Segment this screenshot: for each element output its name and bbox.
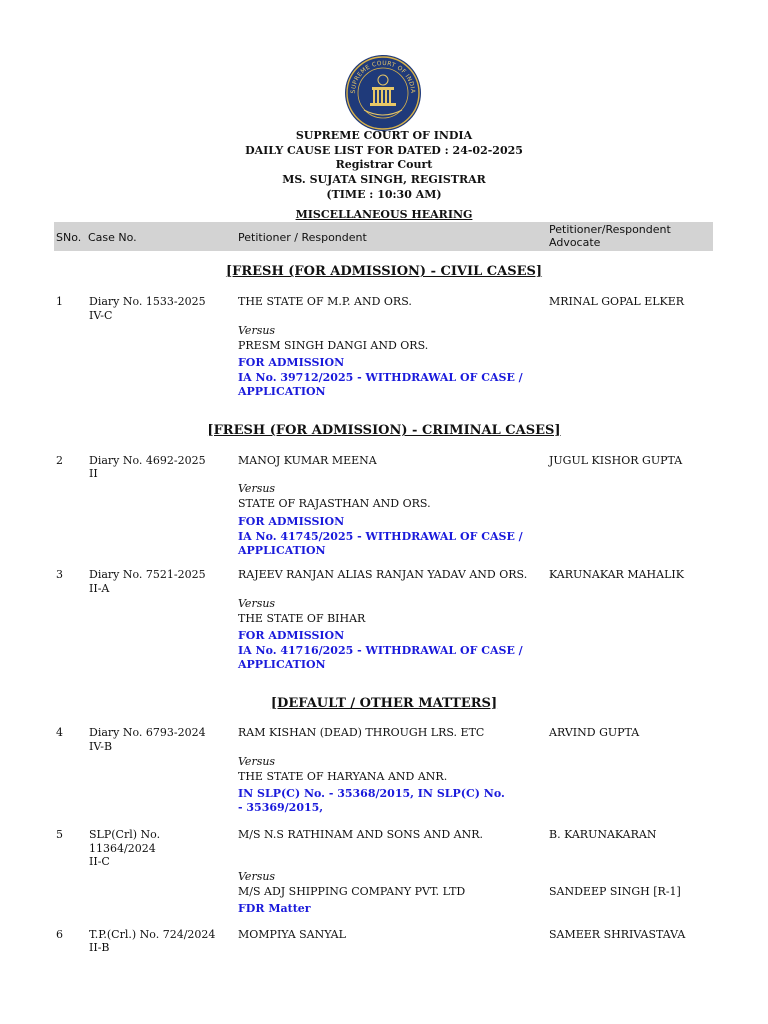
petitioner: RAJEEV RANJAN ALIAS RANJAN YADAV AND ORS. — [238, 568, 528, 581]
hearing-type: MISCELLANEOUS HEARING — [295, 208, 473, 221]
petitioner: THE STATE OF M.P. AND ORS. — [238, 295, 412, 308]
case-note: IN SLP(C) No. - 35368/2015, IN SLP(C) No. - 35369/2015, — [238, 787, 505, 814]
case-sno: 6 — [56, 928, 63, 941]
case-ia-note: IA No. 41745/2025 - WITHDRAWAL OF CASE / APPLICATION — [238, 530, 523, 557]
case-sno: 2 — [56, 454, 63, 467]
versus-label: Versus — [238, 870, 276, 883]
supreme-court-emblem — [344, 54, 422, 132]
case-note: FOR ADMISSION — [238, 629, 345, 642]
respondent: M/S ADJ SHIPPING COMPANY PVT. LTD — [238, 885, 466, 898]
registrar-name: MS. SUJATA SINGH, REGISTRAR — [282, 173, 486, 186]
court-name: SUPREME COURT OF INDIA — [295, 129, 473, 142]
versus-label: Versus — [238, 482, 276, 495]
petitioner: RAM KISHAN (DEAD) THROUGH LRS. ETC — [238, 726, 485, 739]
case-bench: IV-C — [89, 309, 113, 322]
case-note: FDR Matter — [238, 902, 311, 915]
column-header-case-no: Case No. — [88, 231, 137, 244]
emblem-text: SUPREME COURT OF INDIA — [349, 59, 417, 94]
case-bench: IV-B — [89, 740, 113, 753]
petitioner-advocate: KARUNAKAR MAHALIK — [549, 568, 684, 581]
case-note: FOR ADMISSION — [238, 515, 345, 528]
case-bench: II — [89, 467, 98, 480]
section-title-civil: [FRESH (FOR ADMISSION) - CIVIL CASES] — [225, 264, 543, 279]
respondent: THE STATE OF BIHAR — [238, 612, 366, 625]
column-header-sno: SNo. — [56, 231, 82, 244]
petitioner: MANOJ KUMAR MEENA — [238, 454, 377, 467]
column-header-parties: Petitioner / Respondent — [238, 231, 367, 244]
case-number: Diary No. 1533-2025 — [89, 295, 206, 308]
petitioner-advocate: ARVIND GUPTA — [549, 726, 640, 739]
case-note: FOR ADMISSION — [238, 356, 345, 369]
case-bench: II-B — [89, 941, 110, 954]
case-number: T.P.(Crl.) No. 724/2024 — [89, 928, 216, 941]
column-header-advocate: Petitioner/Respondent Advocate — [549, 223, 671, 249]
hearing-time: (TIME : 10:30 AM) — [326, 188, 442, 201]
case-sno: 1 — [56, 295, 63, 308]
petitioner-advocate: SAMEER SHRIVASTAVA — [549, 928, 686, 941]
versus-label: Versus — [238, 324, 276, 337]
court-type: Registrar Court — [335, 158, 433, 171]
petitioner-advocate: MRINAL GOPAL ELKER — [549, 295, 685, 308]
case-sno: 5 — [56, 828, 63, 841]
petitioner: M/S N.S RATHINAM AND SONS AND ANR. — [238, 828, 484, 841]
case-number: Diary No. 4692-2025 — [89, 454, 206, 467]
case-number: Diary No. 6793-2024 — [89, 726, 206, 739]
versus-label: Versus — [238, 755, 276, 768]
respondent: PRESM SINGH DANGI AND ORS. — [238, 339, 429, 352]
case-ia-note: IA No. 39712/2025 - WITHDRAWAL OF CASE / APPLICATION — [238, 371, 523, 398]
cause-list-date: DAILY CAUSE LIST FOR DATED : 24-02-2025 — [245, 144, 523, 157]
case-number: Diary No. 7521-2025 — [89, 568, 206, 581]
respondent: STATE OF RAJASTHAN AND ORS. — [238, 497, 431, 510]
case-ia-note: IA No. 41716/2025 - WITHDRAWAL OF CASE / APPLICATION — [238, 644, 523, 671]
table-header — [54, 222, 713, 251]
section-title-default: [DEFAULT / OTHER MATTERS] — [270, 696, 498, 711]
respondent-advocate: SANDEEP SINGH [R-1] — [549, 885, 681, 898]
petitioner-advocate: JUGUL KISHOR GUPTA — [549, 454, 683, 467]
case-bench: II-A — [89, 582, 110, 595]
section-title-criminal: [FRESH (FOR ADMISSION) - CRIMINAL CASES] — [207, 423, 561, 438]
respondent: THE STATE OF HARYANA AND ANR. — [238, 770, 448, 783]
case-sno: 3 — [56, 568, 63, 581]
case-bench: II-C — [89, 855, 110, 868]
case-number: SLP(Crl) No. 11364/2024 — [89, 828, 161, 855]
versus-label: Versus — [238, 597, 276, 610]
petitioner: MOMPIYA SANYAL — [238, 928, 346, 941]
petitioner-advocate: B. KARUNAKARAN — [549, 828, 657, 841]
case-sno: 4 — [56, 726, 63, 739]
